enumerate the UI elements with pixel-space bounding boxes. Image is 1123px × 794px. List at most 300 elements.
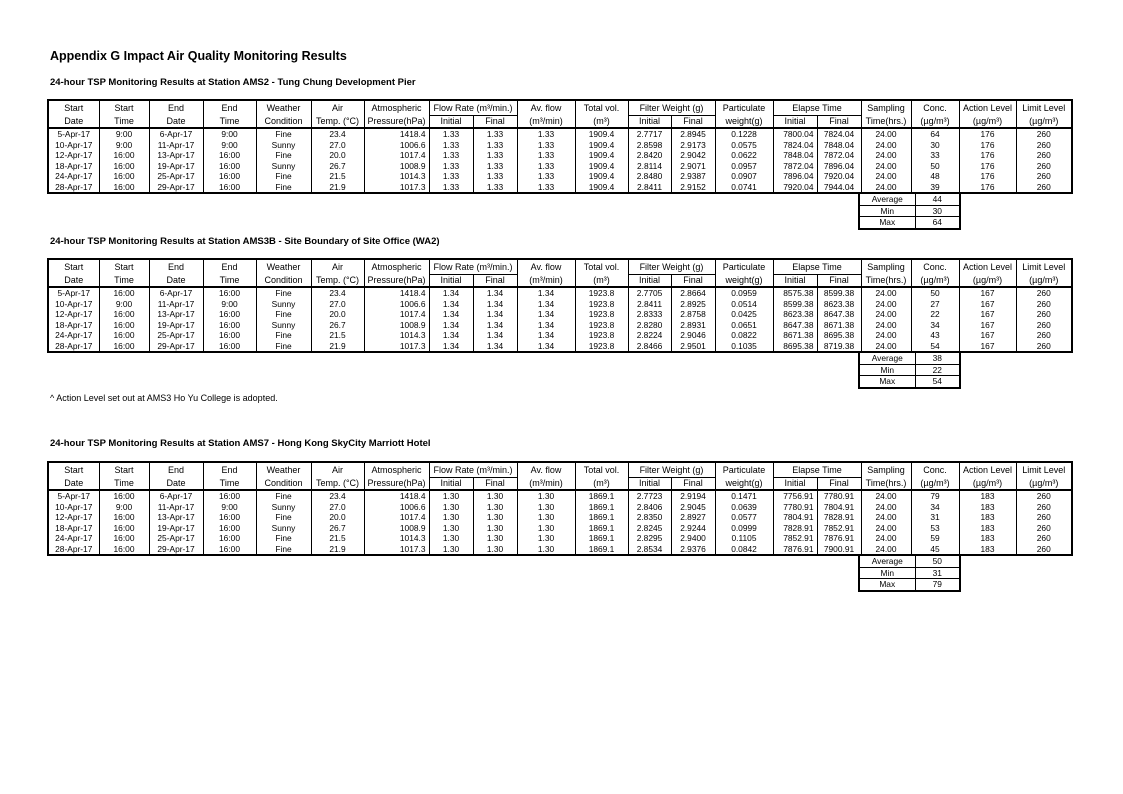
column-header: Filter Weight (g) bbox=[628, 259, 715, 275]
table-row bbox=[48, 533, 1072, 544]
table-cell: 1.34 bbox=[517, 330, 575, 341]
table-cell: 1.33 bbox=[429, 161, 473, 172]
table-cell: Fine bbox=[256, 533, 311, 544]
table-cell: 8719.38 bbox=[817, 341, 861, 353]
table-cell: 167 bbox=[959, 287, 1016, 299]
table-cell: 2.9045 bbox=[671, 502, 715, 513]
section-ams7 bbox=[47, 461, 1073, 592]
column-header: Total vol. bbox=[575, 259, 628, 275]
table-cell: 24.00 bbox=[861, 512, 911, 523]
column-header: Air bbox=[311, 462, 364, 478]
table-cell: 2.8664 bbox=[671, 287, 715, 299]
table-cell: 2.8245 bbox=[628, 523, 671, 534]
table-cell: 1923.8 bbox=[575, 330, 628, 341]
header-row bbox=[48, 478, 1072, 491]
column-header: Elapse Time bbox=[773, 259, 861, 275]
table-row bbox=[48, 299, 1072, 310]
table-cell: 16:00 bbox=[99, 544, 149, 556]
column-header: End bbox=[203, 462, 256, 478]
table-cell: 0.0514 bbox=[715, 299, 773, 310]
table-cell: 11-Apr-17 bbox=[149, 299, 203, 310]
column-header: Start bbox=[48, 100, 99, 116]
column-header: Total vol. bbox=[575, 100, 628, 116]
header-row bbox=[48, 462, 1072, 478]
table-cell: 7828.91 bbox=[817, 512, 861, 523]
column-header: Limit Level bbox=[1016, 100, 1072, 116]
table-cell: 8671.38 bbox=[817, 320, 861, 331]
table-cell: 1.30 bbox=[473, 523, 517, 534]
table-cell: 0.0842 bbox=[715, 544, 773, 556]
table-cell: 28-Apr-17 bbox=[48, 341, 99, 353]
table-cell: 24.00 bbox=[861, 150, 911, 161]
page-title: Appendix G Impact Air Quality Monitoring Results bbox=[50, 49, 347, 63]
column-subheader: Final bbox=[473, 275, 517, 288]
table-cell: 1.30 bbox=[429, 523, 473, 534]
table-cell: 1.34 bbox=[517, 309, 575, 320]
table-cell: 0.1105 bbox=[715, 533, 773, 544]
table-cell: 2.9194 bbox=[671, 490, 715, 502]
footnote-action-level: ^ Action Level set out at AMS3 Ho Yu College is adopted. bbox=[50, 393, 278, 403]
table-row bbox=[48, 502, 1072, 513]
column-header: Conc. bbox=[911, 462, 959, 478]
table-cell: 1418.4 bbox=[364, 128, 429, 140]
table-cell: 21.5 bbox=[311, 533, 364, 544]
table-cell: 19-Apr-17 bbox=[149, 523, 203, 534]
table-cell: 16:00 bbox=[203, 150, 256, 161]
table-cell: 8695.38 bbox=[817, 330, 861, 341]
table-cell: 27.0 bbox=[311, 140, 364, 151]
column-subheader: Date bbox=[48, 275, 99, 288]
table-cell: 16:00 bbox=[99, 309, 149, 320]
table-cell: 5-Apr-17 bbox=[48, 287, 99, 299]
column-subheader: Initial bbox=[628, 478, 671, 491]
table-cell: 7824.04 bbox=[817, 128, 861, 140]
table-cell: 260 bbox=[1016, 299, 1072, 310]
table-cell: 1.33 bbox=[517, 171, 575, 182]
summary-value: 44 bbox=[915, 193, 960, 205]
table-cell: 176 bbox=[959, 150, 1016, 161]
table-cell: Fine bbox=[256, 171, 311, 182]
table-cell: 260 bbox=[1016, 161, 1072, 172]
table-cell: 24.00 bbox=[861, 299, 911, 310]
table-cell: 9:00 bbox=[203, 502, 256, 513]
summary-value: 22 bbox=[915, 364, 960, 376]
column-subheader: Initial bbox=[429, 116, 473, 129]
table-cell: 2.9046 bbox=[671, 330, 715, 341]
table-cell: 30 bbox=[911, 140, 959, 151]
table-cell: 1.34 bbox=[517, 320, 575, 331]
table-cell: 16:00 bbox=[203, 161, 256, 172]
table-cell: 24.00 bbox=[861, 341, 911, 353]
table-cell: 29-Apr-17 bbox=[149, 182, 203, 194]
table-cell: 2.9387 bbox=[671, 171, 715, 182]
table-cell: Fine bbox=[256, 182, 311, 194]
table-cell: 34 bbox=[911, 320, 959, 331]
column-subheader: (m³/min) bbox=[517, 275, 575, 288]
section-ams3b bbox=[47, 258, 1073, 389]
column-header: Av. flow bbox=[517, 462, 575, 478]
table-cell: 45 bbox=[911, 544, 959, 556]
table-cell: 1014.3 bbox=[364, 330, 429, 341]
table-cell: 24-Apr-17 bbox=[48, 533, 99, 544]
column-subheader: Initial bbox=[429, 478, 473, 491]
column-subheader: Final bbox=[671, 116, 715, 129]
column-subheader: (µg/m³) bbox=[959, 275, 1016, 288]
table-cell: 24.00 bbox=[861, 140, 911, 151]
table-cell: 1.34 bbox=[473, 287, 517, 299]
table-cell: 1.33 bbox=[473, 161, 517, 172]
table-cell: Fine bbox=[256, 150, 311, 161]
table-cell: 16:00 bbox=[203, 523, 256, 534]
table-cell: 1.30 bbox=[473, 490, 517, 502]
column-header: Atmospheric bbox=[364, 100, 429, 116]
table-cell: 260 bbox=[1016, 512, 1072, 523]
table-cell: 7848.04 bbox=[773, 150, 817, 161]
column-subheader: Final bbox=[817, 275, 861, 288]
summary-label: Min bbox=[859, 567, 915, 579]
table-cell: 0.0907 bbox=[715, 171, 773, 182]
column-subheader: weight(g) bbox=[715, 478, 773, 491]
table-cell: 260 bbox=[1016, 490, 1072, 502]
summary-value: 50 bbox=[915, 555, 960, 567]
table-cell: 1.33 bbox=[517, 161, 575, 172]
table-cell: Fine bbox=[256, 128, 311, 140]
column-header: End bbox=[203, 259, 256, 275]
table-cell: 1418.4 bbox=[364, 490, 429, 502]
table-cell: 1.34 bbox=[517, 341, 575, 353]
table-cell: 64 bbox=[911, 128, 959, 140]
column-subheader: Pressure(hPa) bbox=[364, 275, 429, 288]
table-cell: 13-Apr-17 bbox=[149, 150, 203, 161]
table-cell: 260 bbox=[1016, 171, 1072, 182]
table-cell: 7896.04 bbox=[817, 161, 861, 172]
table-cell: 5-Apr-17 bbox=[48, 128, 99, 140]
table-cell: 16:00 bbox=[203, 341, 256, 353]
table-cell: 27.0 bbox=[311, 299, 364, 310]
column-subheader: Final bbox=[473, 116, 517, 129]
column-header: Weather bbox=[256, 100, 311, 116]
column-subheader: Condition bbox=[256, 275, 311, 288]
table-cell: 0.0959 bbox=[715, 287, 773, 299]
table-cell: 1017.3 bbox=[364, 341, 429, 353]
table-cell: 7780.91 bbox=[817, 490, 861, 502]
table-cell: 24.00 bbox=[861, 309, 911, 320]
table-cell: 18-Apr-17 bbox=[48, 320, 99, 331]
table-cell: 1014.3 bbox=[364, 171, 429, 182]
table-cell: 6-Apr-17 bbox=[149, 490, 203, 502]
table-cell: 16:00 bbox=[99, 490, 149, 502]
table-cell: Sunny bbox=[256, 140, 311, 151]
table-cell: 260 bbox=[1016, 182, 1072, 194]
table-cell: 1869.1 bbox=[575, 512, 628, 523]
table-cell: 31 bbox=[911, 512, 959, 523]
table-cell: 1.33 bbox=[473, 140, 517, 151]
table-cell: 1869.1 bbox=[575, 523, 628, 534]
summary-label: Max bbox=[859, 376, 915, 388]
table-cell: 1.33 bbox=[517, 150, 575, 161]
column-header: Limit Level bbox=[1016, 462, 1072, 478]
column-subheader: Condition bbox=[256, 116, 311, 129]
column-subheader: Initial bbox=[628, 116, 671, 129]
column-subheader: Time bbox=[99, 478, 149, 491]
summary-row bbox=[859, 555, 960, 567]
column-subheader: (m³) bbox=[575, 275, 628, 288]
table-cell: 26.7 bbox=[311, 320, 364, 331]
table-cell: 20.0 bbox=[311, 150, 364, 161]
table-cell: 7920.04 bbox=[773, 182, 817, 194]
table-cell: 21.9 bbox=[311, 341, 364, 353]
column-subheader: Temp. (°C) bbox=[311, 275, 364, 288]
table-row bbox=[48, 490, 1072, 502]
table-cell: 6-Apr-17 bbox=[149, 128, 203, 140]
table-cell: 1.30 bbox=[473, 512, 517, 523]
summary-label: Average bbox=[859, 352, 915, 364]
table-cell: 24.00 bbox=[861, 544, 911, 556]
column-header: Particulate bbox=[715, 462, 773, 478]
table-cell: 7780.91 bbox=[773, 502, 817, 513]
table-cell: 9:00 bbox=[99, 140, 149, 151]
table-cell: 24.00 bbox=[861, 182, 911, 194]
column-subheader: (µg/m³) bbox=[1016, 116, 1072, 129]
table-cell: 16:00 bbox=[99, 320, 149, 331]
table-cell: 1909.4 bbox=[575, 182, 628, 194]
column-header: Av. flow bbox=[517, 259, 575, 275]
table-cell: 21.5 bbox=[311, 171, 364, 182]
table-cell: 8623.38 bbox=[773, 309, 817, 320]
column-header: Filter Weight (g) bbox=[628, 100, 715, 116]
table-cell: 16:00 bbox=[203, 533, 256, 544]
column-header: Particulate bbox=[715, 100, 773, 116]
table-cell: 2.9173 bbox=[671, 140, 715, 151]
table-cell: 2.9376 bbox=[671, 544, 715, 556]
table-cell: 1923.8 bbox=[575, 320, 628, 331]
table-cell: 9:00 bbox=[99, 502, 149, 513]
column-subheader: (m³) bbox=[575, 116, 628, 129]
table-cell: 5-Apr-17 bbox=[48, 490, 99, 502]
table-cell: 8599.38 bbox=[773, 299, 817, 310]
table-cell: 24.00 bbox=[861, 287, 911, 299]
column-header: Air bbox=[311, 259, 364, 275]
table-cell: 7824.04 bbox=[773, 140, 817, 151]
table-cell: 24.00 bbox=[861, 502, 911, 513]
table-cell: 1909.4 bbox=[575, 128, 628, 140]
column-subheader: Date bbox=[149, 275, 203, 288]
summary-label: Average bbox=[859, 555, 915, 567]
table-cell: 16:00 bbox=[99, 171, 149, 182]
table-cell: 260 bbox=[1016, 128, 1072, 140]
table-cell: 8575.38 bbox=[773, 287, 817, 299]
table-cell: 28-Apr-17 bbox=[48, 544, 99, 556]
table-cell: Fine bbox=[256, 309, 311, 320]
table-cell: 2.8280 bbox=[628, 320, 671, 331]
table-cell: 1.34 bbox=[473, 330, 517, 341]
column-header: Conc. bbox=[911, 259, 959, 275]
table-cell: 176 bbox=[959, 161, 1016, 172]
table-cell: 53 bbox=[911, 523, 959, 534]
table-cell: 1.33 bbox=[429, 182, 473, 194]
table-cell: 260 bbox=[1016, 523, 1072, 534]
column-header: Elapse Time bbox=[773, 462, 861, 478]
table-cell: 1923.8 bbox=[575, 309, 628, 320]
table-cell: 183 bbox=[959, 544, 1016, 556]
column-subheader: Time(hrs.) bbox=[861, 478, 911, 491]
table-cell: 2.8931 bbox=[671, 320, 715, 331]
column-subheader: Final bbox=[671, 478, 715, 491]
table-cell: 1.33 bbox=[473, 171, 517, 182]
monitoring-table bbox=[47, 461, 1073, 556]
table-cell: 1.34 bbox=[517, 287, 575, 299]
table-cell: 9:00 bbox=[99, 299, 149, 310]
table-cell: 2.9244 bbox=[671, 523, 715, 534]
table-cell: 183 bbox=[959, 523, 1016, 534]
table-cell: 1.30 bbox=[517, 490, 575, 502]
table-cell: 0.1228 bbox=[715, 128, 773, 140]
table-cell: 7876.91 bbox=[817, 533, 861, 544]
table-cell: 1.33 bbox=[473, 182, 517, 194]
table-cell: 2.9501 bbox=[671, 341, 715, 353]
table-cell: 7920.04 bbox=[817, 171, 861, 182]
table-cell: 176 bbox=[959, 140, 1016, 151]
table-cell: 16:00 bbox=[99, 182, 149, 194]
section-subtitle-ams2: 24-hour TSP Monitoring Results at Station AMS2 - Tung Chung Development Pier bbox=[50, 77, 416, 88]
table-cell: 16:00 bbox=[99, 523, 149, 534]
table-cell: 16:00 bbox=[203, 182, 256, 194]
table-cell: 26.7 bbox=[311, 161, 364, 172]
table-cell: 24.00 bbox=[861, 490, 911, 502]
table-cell: 7872.04 bbox=[817, 150, 861, 161]
table-cell: 25-Apr-17 bbox=[149, 330, 203, 341]
table-cell: 1017.4 bbox=[364, 150, 429, 161]
column-subheader: Final bbox=[817, 478, 861, 491]
table-cell: 16:00 bbox=[99, 341, 149, 353]
header-row bbox=[48, 116, 1072, 129]
table-cell: Fine bbox=[256, 490, 311, 502]
table-cell: 7852.91 bbox=[817, 523, 861, 534]
column-subheader: (m³/min) bbox=[517, 478, 575, 491]
table-cell: 16:00 bbox=[99, 150, 149, 161]
table-cell: 50 bbox=[911, 287, 959, 299]
table-cell: Fine bbox=[256, 341, 311, 353]
table-cell: 167 bbox=[959, 330, 1016, 341]
summary-row bbox=[859, 352, 960, 364]
table-cell: 1008.9 bbox=[364, 320, 429, 331]
table-cell: Fine bbox=[256, 544, 311, 556]
table-cell: 39 bbox=[911, 182, 959, 194]
table-cell: 8647.38 bbox=[817, 309, 861, 320]
table-cell: 176 bbox=[959, 182, 1016, 194]
table-cell: 9:00 bbox=[99, 128, 149, 140]
summary-value: 38 bbox=[915, 352, 960, 364]
table-cell: 20.0 bbox=[311, 512, 364, 523]
table-cell: 7828.91 bbox=[773, 523, 817, 534]
table-cell: 260 bbox=[1016, 287, 1072, 299]
table-cell: 10-Apr-17 bbox=[48, 502, 99, 513]
table-cell: 2.8406 bbox=[628, 502, 671, 513]
table-cell: 1.30 bbox=[429, 502, 473, 513]
column-header: End bbox=[203, 100, 256, 116]
column-header: Atmospheric bbox=[364, 462, 429, 478]
table-cell: 2.7723 bbox=[628, 490, 671, 502]
header-row bbox=[48, 259, 1072, 275]
column-subheader: (µg/m³) bbox=[1016, 275, 1072, 288]
summary-label: Average bbox=[859, 193, 915, 205]
table-cell: 34 bbox=[911, 502, 959, 513]
table-cell: 28-Apr-17 bbox=[48, 182, 99, 194]
table-cell: 16:00 bbox=[203, 320, 256, 331]
summary-value: 79 bbox=[915, 579, 960, 591]
table-row bbox=[48, 309, 1072, 320]
table-cell: 183 bbox=[959, 502, 1016, 513]
table-cell: 7876.91 bbox=[773, 544, 817, 556]
table-cell: 23.4 bbox=[311, 287, 364, 299]
table-cell: 7944.04 bbox=[817, 182, 861, 194]
summary-table bbox=[858, 192, 961, 230]
table-cell: 2.9400 bbox=[671, 533, 715, 544]
table-cell: 1006.6 bbox=[364, 502, 429, 513]
table-cell: 1.33 bbox=[473, 128, 517, 140]
table-cell: 1.30 bbox=[429, 490, 473, 502]
summary-label: Max bbox=[859, 579, 915, 591]
table-cell: 24.00 bbox=[861, 128, 911, 140]
table-cell: 1008.9 bbox=[364, 523, 429, 534]
table-cell: 1006.6 bbox=[364, 299, 429, 310]
column-header: Start bbox=[48, 462, 99, 478]
summary-row bbox=[859, 205, 960, 217]
column-subheader: Date bbox=[149, 478, 203, 491]
table-cell: 16:00 bbox=[203, 490, 256, 502]
table-cell: 2.7717 bbox=[628, 128, 671, 140]
table-cell: 0.0622 bbox=[715, 150, 773, 161]
table-cell: 1.34 bbox=[429, 309, 473, 320]
table-cell: 1869.1 bbox=[575, 544, 628, 556]
table-cell: 16:00 bbox=[203, 171, 256, 182]
table-cell: 13-Apr-17 bbox=[149, 512, 203, 523]
table-cell: 1869.1 bbox=[575, 533, 628, 544]
table-row bbox=[48, 140, 1072, 151]
table-cell: 18-Apr-17 bbox=[48, 523, 99, 534]
summary-label: Min bbox=[859, 205, 915, 217]
table-cell: 260 bbox=[1016, 330, 1072, 341]
table-cell: 1.33 bbox=[517, 128, 575, 140]
monitoring-table bbox=[47, 99, 1073, 194]
column-subheader: (µg/m³) bbox=[911, 116, 959, 129]
table-cell: 1.34 bbox=[429, 330, 473, 341]
table-cell: 2.7705 bbox=[628, 287, 671, 299]
column-header: Total vol. bbox=[575, 462, 628, 478]
header-row bbox=[48, 100, 1072, 116]
table-row bbox=[48, 171, 1072, 182]
table-cell: Sunny bbox=[256, 502, 311, 513]
table-cell: 1017.4 bbox=[364, 512, 429, 523]
table-row bbox=[48, 161, 1072, 172]
table-cell: 2.9042 bbox=[671, 150, 715, 161]
table-cell: 1.34 bbox=[429, 341, 473, 353]
table-cell: 1.30 bbox=[517, 533, 575, 544]
table-cell: 260 bbox=[1016, 140, 1072, 151]
table-cell: 20.0 bbox=[311, 309, 364, 320]
table-cell: 2.8534 bbox=[628, 544, 671, 556]
table-cell: 7804.91 bbox=[773, 512, 817, 523]
table-row bbox=[48, 330, 1072, 341]
table-cell: 8599.38 bbox=[817, 287, 861, 299]
table-cell: 48 bbox=[911, 171, 959, 182]
column-subheader: Time bbox=[203, 478, 256, 491]
table-cell: 25-Apr-17 bbox=[149, 533, 203, 544]
table-cell: 1017.4 bbox=[364, 309, 429, 320]
table-cell: 13-Apr-17 bbox=[149, 309, 203, 320]
column-subheader: (µg/m³) bbox=[911, 478, 959, 491]
table-cell: Sunny bbox=[256, 523, 311, 534]
